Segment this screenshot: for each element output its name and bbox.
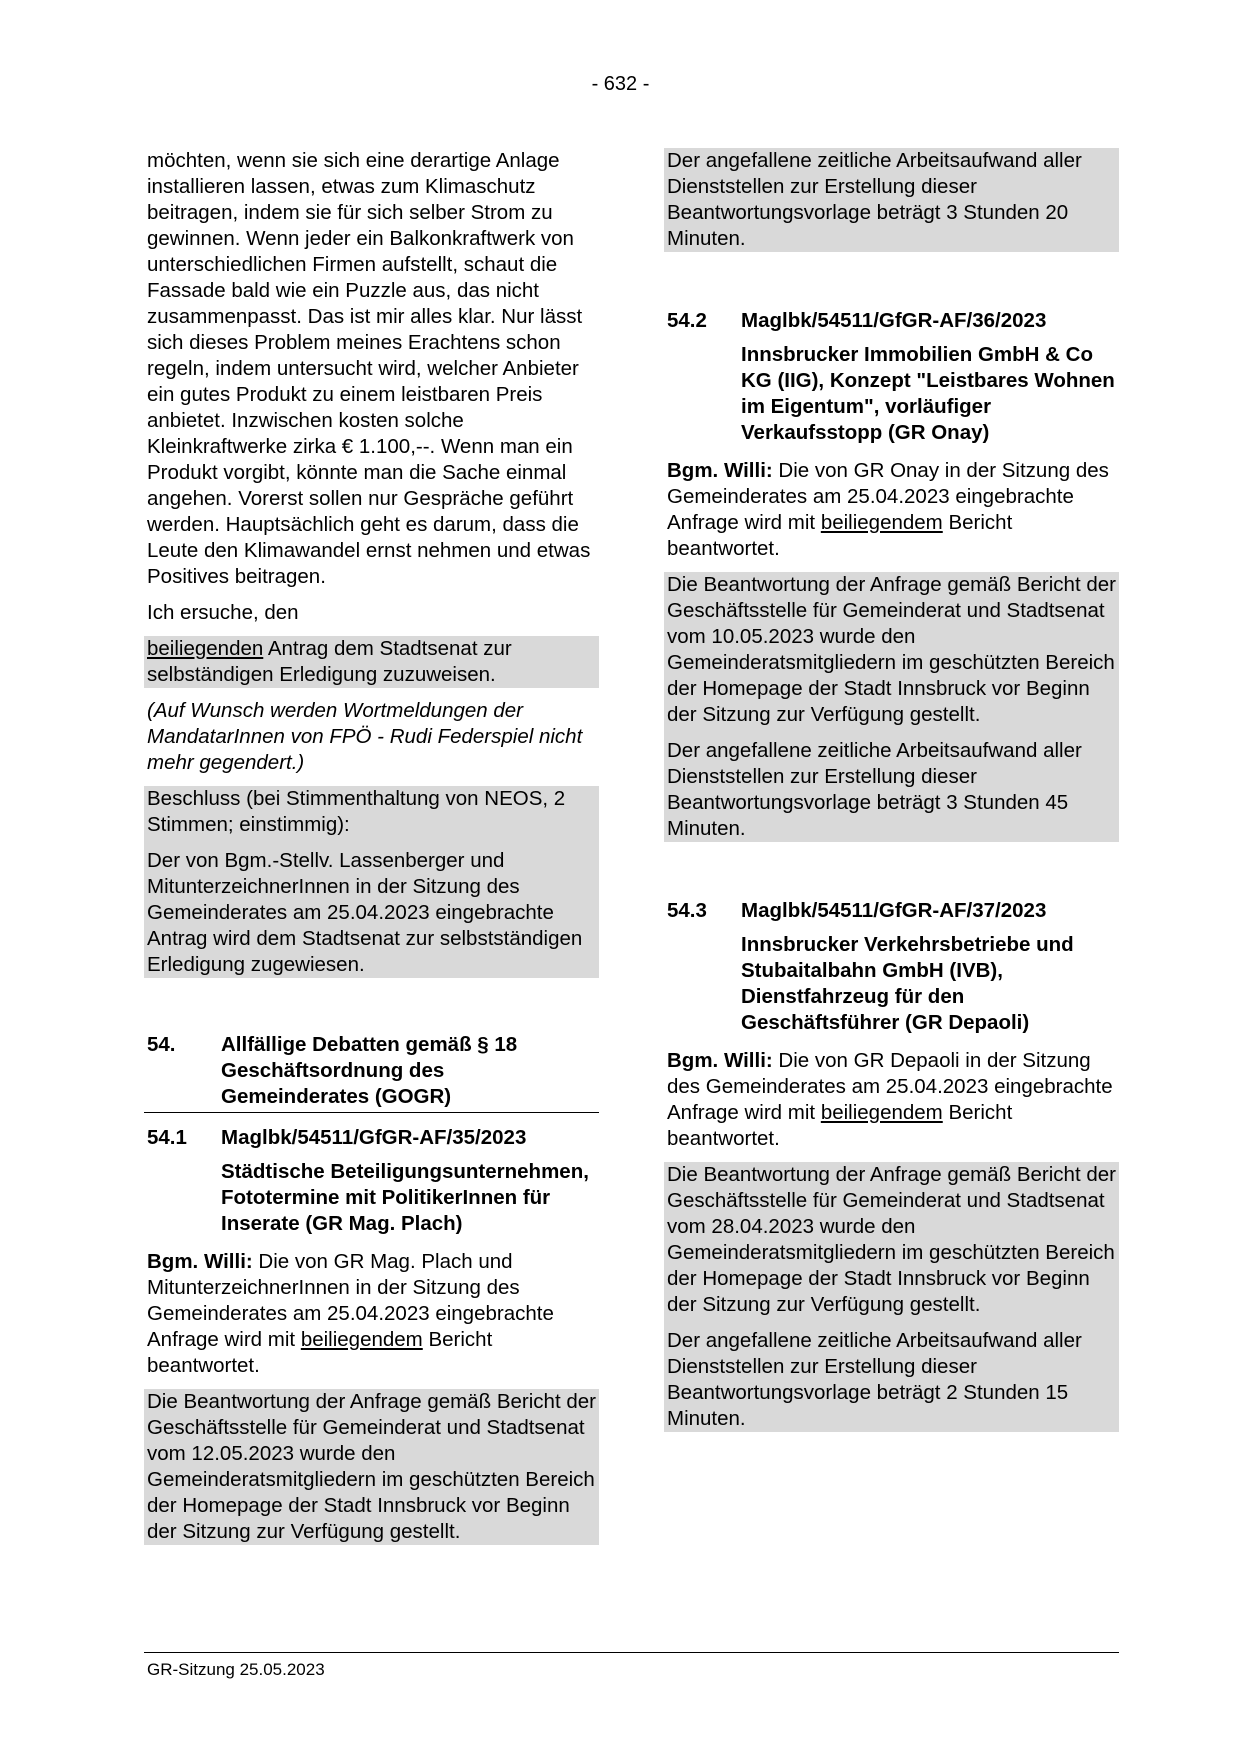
- answer-note: Die Beantwortung der Anfrage gemäß Bericht der Geschäftsstelle für Gemeinderat und Stadtsenat vom 10.05.2023 wurde den Gemeinderatsmitgliedern im geschützten Bereich der Homepage der Stadt Innsbruck vor Beginn der Sitzung zur Verfügung gestellt.: [664, 572, 1119, 738]
- right-column: [664, 148, 1119, 1442]
- answer-text: Die von GR Mag. Plach und MitunterzeichnerInnen in der Sitzung des Gemeinderates am 25.04.2023 eingebrachte Anfrage wird mit: [147, 1250, 554, 1351]
- left-column: [144, 148, 599, 1555]
- effort-note: Der angefallene zeitliche Arbeitsaufwand aller Dienststellen zur Erstellung dieser Beantwortungsvorlage beträgt 2 Stunden 15 Minuten.: [664, 1328, 1119, 1432]
- paragraph: möchten, wenn sie sich eine derartige Anlage installieren lassen, etwas zum Klimaschutz beitragen, indem sie für sich selber Strom zu gewinnen. Wenn jeder ein Balkonkraftwerk von unterschiedlichen Firmen aufstellt, schaut die Fassade bald wie ein Puzzle aus, das nicht zusammenpasst. Das ist mir alles klar. Nur lässt sich dieses Problem meines Erachtens schon regeln, indem untersucht wird, welcher Anbieter ein gutes Produkt zu einem leistbaren Preis anbietet. Inzwischen kosten solche Kleinkraftwerke zirka € 1.100,--. Wenn man ein Produkt vorgibt, könnte man die Sache einmal angehen. Vorerst sollen nur Gespräche geführt werden. Hauptsächlich geht es darum, dass die Leute den Klimawandel ernst nehmen und etwas Positives beitragen.: [147, 149, 591, 588]
- section-subtitle: Innsbrucker Verkehrsbetriebe und Stubaitalbahn GmbH (IVB), Dienstfahrzeug für den Geschäftsführer (GR Depaoli): [741, 933, 1074, 1034]
- speaker: Bgm. Willi:: [667, 459, 773, 482]
- answer-text-end: Bericht beantwortet.: [667, 1101, 1013, 1150]
- speaker: Bgm. Willi:: [667, 1049, 773, 1072]
- motion-text: [144, 636, 599, 688]
- footer-text: GR-Sitzung 25.05.2023: [147, 1660, 325, 1679]
- answer-text-end: Bericht beantwortet.: [147, 1328, 493, 1377]
- section-number: 54.: [147, 1033, 176, 1056]
- underlined-word: beiliegendem: [300, 1328, 423, 1351]
- answer-text: Die von GR Onay in der Sitzung des Gemeinderates am 25.04.2023 eingebrachte Anfrage wird mit: [667, 459, 1109, 534]
- section-ref: Maglbk/54511/GfGR-AF/36/2023: [741, 309, 1047, 332]
- section-title: Allfällige Debatten gemäß § 18 Geschäftsordnung des Gemeinderates (GOGR): [221, 1033, 518, 1108]
- section-number: 54.1: [147, 1126, 187, 1149]
- section-number: 54.2: [667, 309, 707, 332]
- answer-paragraph: [664, 458, 1119, 562]
- speaker: Bgm. Willi:: [147, 1250, 253, 1273]
- italic-note: (Auf Wunsch werden Wortmeldungen der MandatarInnen von FPÖ - Rudi Federspiel nicht mehr gegendert.): [147, 699, 583, 774]
- section-heading-54-1: [144, 1125, 599, 1151]
- page-number: - 632 -: [591, 73, 650, 95]
- motion-text-rest: Antrag dem Stadtsenat zur selbständigen Erledigung zuzuweisen.: [147, 637, 512, 686]
- answer-note: Die Beantwortung der Anfrage gemäß Bericht der Geschäftsstelle für Gemeinderat und Stadtsenat vom 28.04.2023 wurde den Gemeinderatsmitgliedern im geschützten Bereich der Homepage der Stadt Innsbruck vor Beginn der Sitzung zur Verfügung gestellt.: [664, 1162, 1119, 1328]
- effort-note: Der angefallene zeitliche Arbeitsaufwand aller Dienststellen zur Erstellung dieser Beantwortungsvorlage beträgt 3 Stunden 20 Minuten.: [664, 148, 1119, 252]
- section-heading-54-2: [664, 308, 1119, 334]
- underlined-word: beiliegenden: [147, 637, 264, 660]
- section-subtitle: Innsbrucker Immobilien GmbH & Co KG (IIG), Konzept "Leistbares Wohnen im Eigentum", vorläufiger Verkaufsstopp (GR Onay): [741, 343, 1115, 444]
- section-heading-54: [144, 1032, 599, 1113]
- answer-note: Die Beantwortung der Anfrage gemäß Bericht der Geschäftsstelle für Gemeinderat und Stadtsenat vom 12.05.2023 wurde den Gemeinderatsmitgliedern im geschützten Bereich der Homepage der Stadt Innsbruck vor Beginn der Sitzung zur Verfügung gestellt.: [144, 1389, 599, 1545]
- resolution-text: Der von Bgm.-Stellv. Lassenberger und MitunterzeichnerInnen in der Sitzung des Gemeinderates am 25.04.2023 eingebrachte Antrag wird dem Stadtsenat zur selbstständigen Erledigung zugewiesen.: [144, 848, 599, 978]
- underlined-word: beiliegendem: [820, 511, 943, 534]
- section-ref: Maglbk/54511/GfGR-AF/35/2023: [221, 1126, 527, 1149]
- answer-paragraph: [664, 1048, 1119, 1152]
- answer-paragraph: [144, 1249, 599, 1379]
- paragraph: Ich ersuche, den: [147, 601, 299, 624]
- section-ref: Maglbk/54511/GfGR-AF/37/2023: [741, 899, 1047, 922]
- effort-note: Der angefallene zeitliche Arbeitsaufwand aller Dienststellen zur Erstellung dieser Beantwortungsvorlage beträgt 3 Stunden 45 Minuten.: [664, 738, 1119, 842]
- answer-text-end: Bericht beantwortet.: [667, 511, 1013, 560]
- answer-text: Die von GR Depaoli in der Sitzung des Gemeinderates am 25.04.2023 eingebrachte Anfrage wird mit: [667, 1049, 1113, 1124]
- section-subtitle: Städtische Beteiligungsunternehmen, Fototermine mit PolitikerInnen für Inserate (GR Mag. Plach): [221, 1160, 589, 1235]
- section-number: 54.3: [667, 899, 707, 922]
- underlined-word: beiliegendem: [820, 1101, 943, 1124]
- section-heading-54-3: [664, 898, 1119, 924]
- footer-divider: [144, 1652, 1119, 1653]
- resolution-heading: Beschluss (bei Stimmenthaltung von NEOS, 2 Stimmen; einstimmig):: [144, 786, 599, 848]
